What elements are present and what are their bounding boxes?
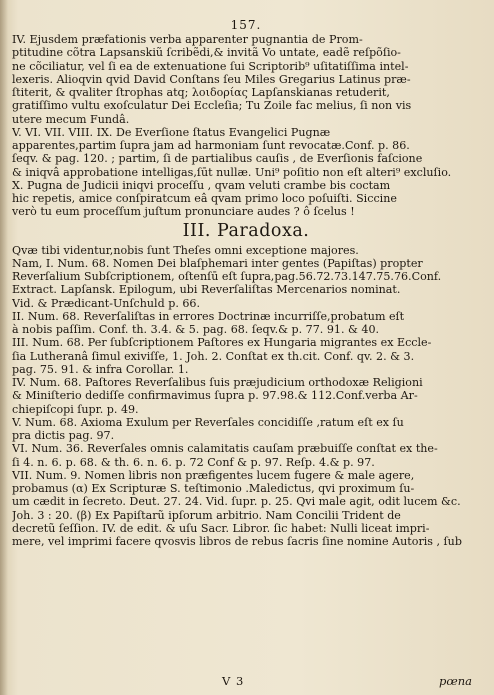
- signature-mark: V 3: [222, 674, 245, 688]
- text-line: lexeris. Alioqvin qvid David Conſtans ſeu Miles Gregarius Latinus præ-: [12, 72, 411, 86]
- section-heading: III. Paradoxa.: [182, 220, 310, 241]
- text-line: um cædit in ſecreto. Deut. 27. 24. Vid. ſupr. p. 25. Qvi male agit, odit lucem &c.: [12, 495, 461, 509]
- text-line: II. Num. 68. Reverſaliſtas in errores Doctrinæ incurriſſe,probatum eſt: [12, 309, 405, 323]
- text-line: & iniqvâ approbatione intelligas,ſūt nullæ. Uni⁹ poſitio non eſt alteri⁹ excluſio.: [12, 165, 452, 179]
- text-line: chiepiſcopi ſupr. p. 49.: [12, 402, 139, 416]
- text-block-after: [12, 244, 480, 549]
- text-line: ptitudine cõtra Lapsanskiũ ſcribẽdi,& invitã Vo untate, eadẽ reſpõſio-: [12, 46, 401, 60]
- text-line: Extract. Lapſansk. Epilogum, ubi Reverſaliſtas Mercenarios nominat.: [12, 283, 401, 297]
- text-line: VI. Num. 36. Reverſales omnis calamitatis cauſam præbuiſſe conſtat ex the-: [12, 442, 438, 456]
- text-line: IV. Num. 68. Paſtores Reverſalibus ſuis præjudicium orthodoxæ Religioni: [12, 376, 423, 389]
- text-line: pra dictis pag. 97.: [12, 429, 115, 442]
- text-line: V. Num. 68. Axioma Exulum per Reverſales concidiſſe ,ratum eſt ex ſu: [12, 415, 404, 429]
- text-line: ne cõciliatur, vel ſi ea de extenuatione ſui Scriptorib⁹ uſitatiſſima intel-: [12, 59, 409, 73]
- text-line: VII. Num. 9. Nomen libris non præfigentes lucem fugere & male agere,: [12, 468, 415, 482]
- text-line: ſia Lutheranâ ſimul exiviſſe, 1. Joh. 2. Conſtat ex th.cit. Conf. qv. 2. & 3.: [12, 349, 415, 363]
- text-line: à nobis paſſim. Conf. th. 3.4. & 5. pag. 68. ſeqv.& p. 77. 91. & 40.: [12, 323, 380, 336]
- text-line: Reverſalium Subſcriptionem, oſtenſū eſt ſupra,pag.56.72.73.147.75.76.Conf.: [12, 270, 442, 283]
- text-block-before: [12, 33, 480, 219]
- page-number: 157.: [230, 18, 262, 32]
- text-line: probamus (α) Ex Scripturæ S. teſtimonio .Maledictus, qvi proximum ſu-: [12, 482, 415, 495]
- gutter-shadow: [0, 0, 8, 695]
- text-line: gratiſſimo vultu exoſculatur Dei Eccleſia; Tu Zoile fac melius, ſi non vis: [12, 99, 412, 113]
- page-footer: [12, 674, 480, 690]
- text-line: V. VI. VII. VIII. IX. De Everſione ſtatus Evangelici Pugnæ: [12, 125, 331, 139]
- text-line: pag. 75. 91. & infra Corollar. 1.: [12, 362, 189, 376]
- text-line: IV. Ejusdem præfationis verba apparenter pugnantia de Prom-: [12, 33, 363, 46]
- text-line: utere mecum Fundâ.: [12, 112, 130, 126]
- text-line: Nam, I. Num. 68. Nomen Dei blaſphemari inter gentes (Papiſtas) propter: [12, 256, 423, 270]
- text-line: Qvæ tibi videntur,nobis ſunt Theſes omni exceptione majores.: [12, 243, 359, 257]
- text-line: mere, vel imprimi facere qvosvis libros de rebus ſacris ſine nomine Autoris , ſub: [12, 535, 462, 548]
- text-line: X. Pugna de Judicii iniqvi proceſſu , qvam veluti crambe bis coctam: [12, 178, 391, 192]
- text-line: III. Num. 68. Per ſubſcriptionem Paſtores ex Hungaria migrantes ex Eccle-: [12, 336, 432, 350]
- text-line: Joh. 3 : 20. (β) Ex Papiſtarũ ipſorum arbitrio. Nam Concilii Trident de: [12, 508, 401, 522]
- text-line: decretũ ſeſſion. IV. de edit. & uſu Sacr. Libror. ſic habet: Nulli liceat impri-: [12, 521, 430, 535]
- text-line: Vid. & Prædicant-Unſchuld p. 66.: [12, 296, 201, 310]
- text-line: hic repetis, amice conſpiratcum eâ qvam primo loco poſuiſti. Siccine: [12, 192, 397, 205]
- text-line: verò tu eum proceſſum juſtum pronunciare audes ? ô ſcelus !: [12, 205, 355, 219]
- catchword: pœna: [439, 674, 472, 688]
- text-line: & Miniſterio dediſſe confirmavimus ſupra p. 97.98.& 112.Conf.verba Ar-: [12, 389, 418, 403]
- text-line: ſi 4. n. 6. p. 68. & th. 6. n. 6. p. 72 Conf & p. 97. Reſp. 4.& p. 97.: [12, 455, 375, 469]
- text-line: apparentes,partim ſupra jam ad harmoniam ſunt revocatæ.Conf. p. 86.: [12, 139, 410, 152]
- text-line: ſeqv. & pag. 120. ; partim, ſi de partialibus cauſis , de Everſionis faſcione: [12, 152, 423, 166]
- text-line: ſtiterit, & qvaliter ſtrophas atq; λοιδορίας Lapſanskianas retuderit,: [12, 86, 390, 99]
